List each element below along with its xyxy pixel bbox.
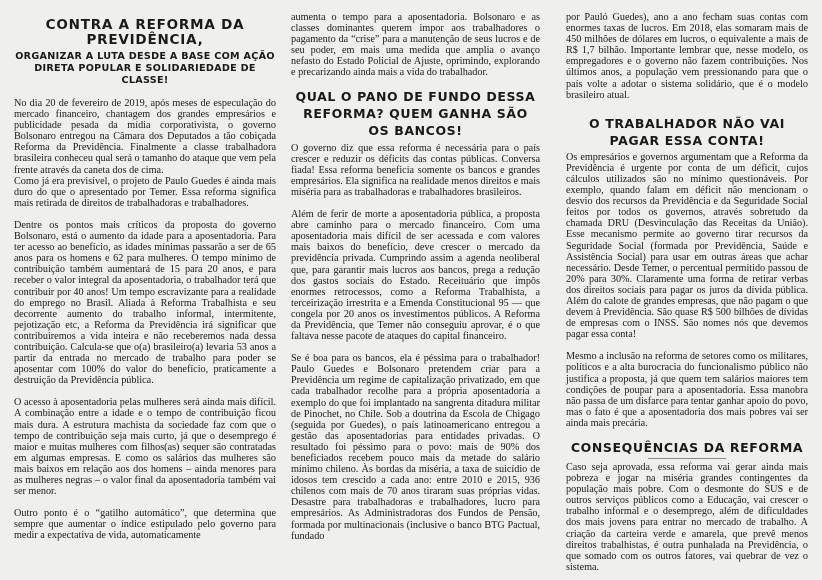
main-subheadline: ORGANIZAR A LUTA DESDE A BASE COM AÇÃO DIRETA POPULAR E SOLIDARIEDADE DE CLASSE! (15, 51, 275, 86)
section-heading-bancos: QUAL O PANO DE FUNDO DESSA REFORMA? QUEM GANHA SÃO OS BANCOS! (295, 88, 536, 138)
col1-paragraph-3: Dentre os pontos mais críticos da proposta do governo Bolsonaro, está o aumento da idade para a aposentadoria. Para ter acesso ao benefício, as idades mínimas passarão a ser de 65 anos para os homens e 62 para mulheres. O tempo mínimo de contribuição também aumentará de 15 para 20 anos, e para receber o valor integral da aposentadoria, o trabalhador terá que contribuir por 40 anos! Um tempo escravizante para a realidade do emprego no Brasil. Aliada à Reforma Trabalhista e seu decorrente aumento do trabalho informal, intermitente, pejotização etc, a Reforma da Previdência irá significar que contribuiremos a vida inteira e não receberemos nada dessa contribuição. Calcula-se que o(a) brasileiro(a) levaria 53 anos a partir da entrada no mercado de trabalho para poder se aposentar com 100% do valor do benefício, praticamente a destruição da Previdência pública. (14, 219, 276, 387)
col2-paragraph-1: O governo diz que essa reforma é necessária para o país crescer e reduzir os déficits das contas públicas. Conversa fiada! Essa reforma beneficia somente os bancos e grandes empresários. Ela significa na realidade menos direitos e mais miséria para as trabalhadoras e trabalhadores brasileiros. (291, 142, 540, 198)
section-heading-conta: O TRABALHADOR NÃO VAI PAGAR ESSA CONTA! (589, 115, 785, 148)
section-heading-consequencias: CONSEQUÊNCIAS DA REFORMA (570, 440, 804, 455)
main-headline: CONTRA A REFORMA DA PREVIDÊNCIA, (45, 17, 245, 48)
col2-paragraph-top: aumenta o tempo para a aposentadoria. Bolsonaro e as classes dominantes querem impor aos trabalhadores o pagamento da “crise” para a manutenção de seus lucros e de seu poder, em mais uma medida que amplia o avanço nefasto do Estado Policial de Ajuste, oprimindo, explorando e precarizando ainda mais a vida do trabalhador. (291, 12, 540, 79)
col1-paragraph-4: O acesso à aposentadoria pelas mulheres será ainda mais difícil. A combinação entre a idade e o tempo de contribuição ficou mais dura. A estrutura machista da sociedade faz com que o tempo de contribuição seja mais curto, já que o desemprego é maior e muitas mulheres com filhos(as) sequer são contratadas em algumas empresas. E como os salários das mulheres são mais baixos em relação aos dos homens – ainda menores para as mulheres negras – o valor final da aposentadoria também vai ser menor. (14, 397, 276, 498)
heading-underline (648, 458, 726, 459)
col3-paragraph-2: Mesmo a inclusão na reforma de setores como os militares, políticos e a alta burocracia do funcionalismo público não justifica a proposta, já que quem tem salários maiores tem condições de poupar para a aposentadoria. Essa manobra não passa de um disfarce para tentar ganhar apoio do povo, mas o fato é que a aposentadoria dos mais pobres vai ser ainda mais precária. (566, 351, 808, 429)
column-2 (291, 12, 540, 542)
col2-paragraph-3: Se é boa para os bancos, ela é péssima para o trabalhador! Paulo Guedes e Bolsonaro pretendem criar para a Previdência um regime de capitalização privatizado, em que cada trabalhador recolhe para a própria aposentadoria a exemplo do que foi implantado na sangrenta ditadura militar de Pinochet, no Chile. Sob a doutrina da Escola de Chigago (seguida por Guedes), o país latinoamericano entregou a gestão das aposentadorias para entidades privadas. O resultado foi péssimo para o povo: mais de 90% dos beneficiados recebem pouco mais da metade do salário mínimo chileno. Às bordas da miséria, a taxa de suicídio de idosos tem crescido a cada ano: entre 2010 e 2015, 936 chilenos com mais de 70 anos tiraram suas próprias vidas. Desastre para trabalhadoras e trabalhadores, lucro para empresários. As Administradoras dos Fundos de Pensão, formada por multinacionais (inclusive o banco BTG Pactual, fundado (291, 353, 540, 542)
col1-paragraph-5: Outro ponto é o “gatilho automático”, que determina que sempre que aumentar o índice estipulado pelo governo para medir a expectativa de vida, automaticamente (14, 508, 276, 542)
col2-paragraph-2: Além de ferir de morte a aposentadoria pública, a proposta abre caminho para o mercado financeiro. Com uma aposentadoria mais difícil de ser acessada e com valores mais baixos do benefício, deve crescer o mercado da previdência privada. Cumprindo assim a agenda neoliberal que, para garantir mais lucros aos bancos, prega a redução dos gastos sociais do Estado. Receituário que impôs enormes retrocessos, como a Reforma Trabalhista, a terceirização irrestrita e a Emenda Constitucional 95 — que congela por 20 anos os investimentos públicos. A Reforma da Previdência, que Temer não conseguiu aprovar, é o que faltava nesse pacote de ataques do capital financeiro. (291, 209, 540, 343)
col3-paragraph-1: Os empresários e governos argumentam que a Reforma da Previdência é urgente por conta de um déficit, cujos cálculos utilizados são no mínimo questionáveis. Por exemplo, quando falam em déficit não mencionam o desvio dos recursos da Previdência e da Seguridade Social feitos por todos os governos, através sobretudo da chamada DRU (Desvinculação das Receitas da União). Esse mecanismo permite ao governo tirar recursos da Seguridade Social (formada por Previdência, Saúde e Assistência Social) para usar em outras áreas que achar necessário. Desde Temer, o percentual permitido passou de 20% para 30%. Claramente uma forma de retirar verbas dos direitos sociais para pagar os juros da dívida pública. Além do calote de grandes empresas, que não pagam o que devem à Previdência. São quase R$ 500 bilhões de dívidas de empresas com o INSS. São nomes nós que devemos pagar essa conta! (566, 151, 808, 341)
col1-paragraph-2: Como já era previsível, o projeto de Paulo Guedes é ainda mais duro do que o apresentado por Temer. Essa reforma significa mais retirada de direitos de trabalhadoras e trabalhadores. (14, 175, 276, 209)
col3-paragraph-bottom: Caso seja aprovada, essa reforma vai gerar ainda mais pobreza e jogar na miséria grandes contingentes da população mais pobre. Com o desmonte do SUS e de outros serviços públicos como a Educação, vai crescer o trabalho informal e o desemprego, além de dificuldades dos mais jovens para entrar no mercado de trabalho. A criação da carteira verde e amarela, que prevê menos direitos trabalhistas, é outra punhalada na Previdência, o que somado com os outros fatores, vai quebrar de vez o sistema. (566, 462, 808, 573)
col1-paragraph-1: No dia 20 de fevereiro de 2019, após meses de especulação do mercado financeiro, chantagem dos grandes empresários e publicidade pesada da mídia corporativista, o governo Bolsonaro entregou na Câmara dos Deputados a tão cobiçada Reforma da Previdência. Finalmente a classe trabalhadora brasileira conheceu qual será o tamanho do ataque que vem pela frente através da caneta dos de cima. (14, 98, 276, 176)
column-1 (14, 18, 276, 541)
column-3 (566, 12, 808, 573)
col3-paragraph-top: por Pauló Guedes), ano a ano fecham suas contas com enormes taxas de lucros. Em 2018, elas somaram mais de 450 milhões de dólares em lucros, o equivalente a mais de R$ 1,7 bilhão. Importante lembrar que, nesse modelo, os empregadores e o governo não fazem contribuições. Nos últimos anos, a população vem pressionando para que o país volte a adotar o sistema solidário, que é o modelo brasileiro atual. (566, 12, 808, 101)
